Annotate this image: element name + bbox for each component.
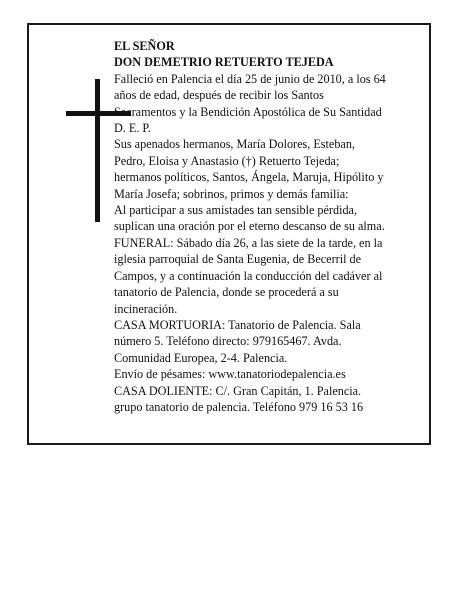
- notice-line: María Josefa; sobrinos, primos y demás familia:: [114, 186, 349, 201]
- notice-line: Envío de pésames: www.tanatoriodepalencia.es: [114, 367, 346, 382]
- notice-body: [114, 38, 426, 415]
- notice-line: suplican una oración por el eterno descanso de su alma.: [114, 219, 385, 234]
- notice-line: iglesia parroquial de Santa Eugenia, de Becerril de: [114, 252, 362, 267]
- notice-line: Al participar a sus amistades tan sensible pérdida,: [114, 203, 358, 218]
- notice-line: hermanos políticos, Santos, Ángela, Maruja, Hipólito y: [114, 170, 384, 185]
- notice-line: Pedro, Eloisa y Anastasio (†) Retuerto Tejeda;: [114, 153, 340, 168]
- notice-line: CASA MORTUORIA: Tanatorio de Palencia. Sala: [114, 317, 361, 332]
- cross-vertical-bar: [95, 79, 100, 222]
- notice-line: FUNERAL: Sábado día 26, a las siete de la tarde, en la: [114, 235, 383, 250]
- notice-line: número 5. Teléfono directo: 979165467. Avda.: [114, 334, 342, 349]
- notice-line: Sacramentos y la Bendición Apostólica de Su Santidad: [114, 104, 382, 119]
- notice-line: Campos, y a continuación la conducción del cadáver al: [114, 268, 383, 283]
- notice-line: años de edad, después de recibir los Santos: [114, 88, 324, 103]
- notice-line: Comunidad Europea, 2-4. Palencia.: [114, 350, 288, 365]
- notice-line: CASA DOLIENTE: C/. Gran Capitán, 1. Palencia.: [114, 383, 362, 398]
- notice-line: Sus apenados hermanos, María Dolores, Esteban,: [114, 137, 355, 152]
- deceased-name: DON DEMETRIO RETUERTO TEJEDA: [114, 55, 334, 70]
- notice-line: grupo tanatorio de palencia. Teléfono 979 16 53 16: [114, 399, 364, 414]
- notice-line: incineración.: [114, 301, 178, 316]
- notice-heading: EL SEÑOR: [114, 39, 175, 53]
- notice-line: D. E. P.: [114, 121, 151, 136]
- notice-line: tanatorio de Palencia, donde se procederá a su: [114, 285, 339, 300]
- notice-line: Falleció en Palencia el día 25 de junio de 2010, a los 64: [114, 71, 386, 86]
